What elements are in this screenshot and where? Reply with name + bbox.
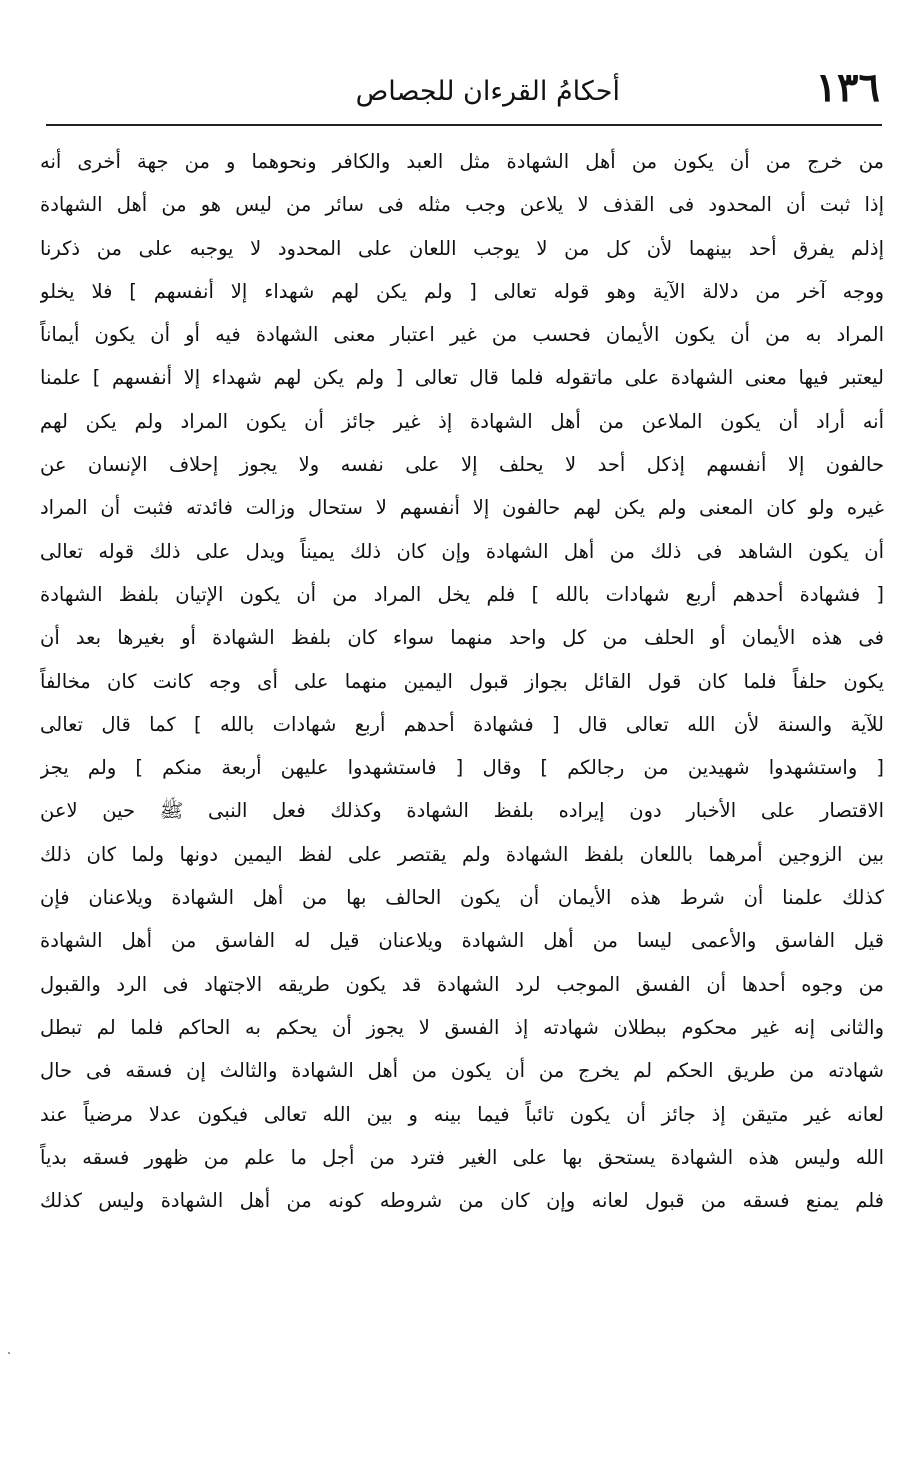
page-header <box>40 60 880 122</box>
header-rule <box>46 124 882 126</box>
text-line: ليعتبر فيها معنى الشهادة على ماتقوله فلما قال تعالى [ ولم يكن لهم شهداء إلا أنفسهم ] علمنا <box>40 366 884 390</box>
text-line: غيره ولو كان المعنى ولم يكن لهم حالفون إلا أنفسهم لا ستحال وزالت فائدته فثبت أن المراد <box>40 496 884 520</box>
text-line: من خرج من أن يكون من أهل الشهادة مثل العبد والكافر ونحوهما و من جهة أخرى أنه <box>40 150 884 173</box>
text-line: إذلم يفرق أحد بينهما لأن كل من لا يوجب اللعان على المحدود لا يوجبه على من ذكرنا <box>40 236 884 260</box>
text-line: المراد به من أن يكون الأيمان فحسب من غير اعتبار معنى الشهادة فيه أو أن يكون أيماناً <box>40 323 884 347</box>
text-line: فلم يمنع فسقه من قبول لعانه وإن كان من شروطه كونه من أهل الشهادة وليس كذلك <box>40 1189 884 1213</box>
text-line: يكون حلفاً فلما كان قول القائل بجواز قبول اليمين منهما على أى وجه كانت كان مخالفاً <box>40 669 884 693</box>
text-line: من وجوه أحدها أن الفسق الموجب لرد الشهادة قد يكون طريقه الاجتهاد فى الرد والقبول <box>40 972 884 996</box>
text-line: والثانى إنه غير محكوم ببطلان شهادته إذ الفسق لا يجوز أن يحكم به الحاكم فلما لم تبطل <box>40 1015 884 1039</box>
text-line: للآية والسنة لأن الله تعالى قال [ فشهادة أحدهم أربع شهادات بالله ] كما قال تعالى <box>40 712 884 736</box>
scan-speck <box>8 1352 10 1354</box>
running-title: أحكامُ القرءان للجصاص <box>355 76 620 107</box>
text-line: شهادته من طريق الحكم لم يخرج من أن يكون من أهل الشهادة والثالث إن فسقه فى حال <box>40 1059 884 1083</box>
text-line: حالفون إلا أنفسهم إذكل أحد لا يحلف إلا على نفسه ولا يجوز إحلاف الإنسان عن <box>40 453 884 477</box>
text-line: فى هذه الأيمان أو الحلف من كل واحد منهما سواء كان بلفظ الشهادة أو بغيرها بعد أن <box>40 626 884 650</box>
text-line: أنه أراد أن يكون الملاعن من أهل الشهادة إذ غير جائز أن يكون المراد ولم يكن لهم <box>40 409 884 433</box>
text-line: كذلك علمنا أن شرط هذه الأيمان أن يكون الحالف بها من أهل الشهادة ويلاعنان فإن <box>40 886 884 910</box>
text-line: ووجه آخر من دلالة الآية وهو قوله تعالى [ ولم يكن لهم شهداء إلا أنفسهم ] فلا يخلو <box>40 279 884 303</box>
text-line: الاقتصار على الأخبار دون إيراده بلفظ الشهادة وكذلك فعل النبى ﷺ حين لاعن <box>40 799 884 823</box>
text-line: الله وليس هذه الشهادة يستحق بها على الغير فترد من أجل ما علم من ظهور فسقه بدياً <box>40 1145 884 1169</box>
page-number: ١٣٦ <box>815 64 880 111</box>
text-line: أن يكون الشاهد فى ذلك من أهل الشهادة وإن كان ذلك يميناً ويدل على ذلك قوله تعالى <box>40 539 884 563</box>
body-text <box>40 140 884 1222</box>
text-line: قيل الفاسق والأعمى ليسا من أهل الشهادة ويلاعنان قيل له الفاسق من أهل الشهادة <box>40 929 884 953</box>
text-line: [ فشهادة أحدهم أربع شهادات بالله ] فلم يخل المراد من أن يكون الإتيان بلفظ الشهادة <box>40 582 884 606</box>
text-line: [ واستشهدوا شهيدين من رجالكم ] وقال [ فاستشهدوا عليهن أربعة منكم ] ولم يجز <box>40 756 884 780</box>
text-line: بين الزوجين أمرهما باللعان بلفظ الشهادة ولم يقتصر على لفظ اليمين دونها ولما كان ذلك <box>40 842 884 866</box>
text-line: إذا ثبت أن المحدود فى القذف لا يلاعن وجب مثله فى سائر من ليس هو من أهل الشهادة <box>40 193 884 217</box>
text-line: لعانه غير متيقن إذ جائز أن يكون تائباً فيما بينه و بين الله تعالى فيكون عدلا مرضياً عند <box>40 1102 884 1126</box>
